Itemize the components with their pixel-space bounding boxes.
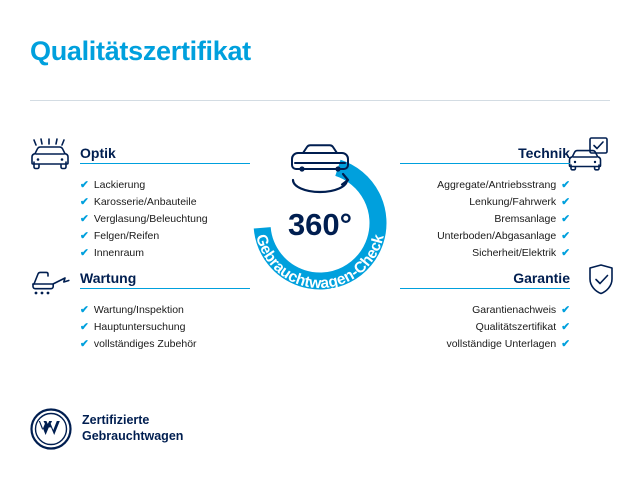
list-item-label: Karosserie/Anbauteile	[93, 196, 197, 208]
volkswagen-logo	[30, 408, 72, 450]
list-item-label: vollständige Unterlagen	[446, 338, 557, 350]
section-wartung	[80, 270, 250, 353]
footer-line-1: Zertifizierte	[82, 413, 150, 427]
check-icon: ✔	[80, 338, 89, 350]
check-icon: ✔	[80, 304, 89, 316]
list-item-label: Lenkung/Fahrwerk	[469, 196, 557, 208]
list-item	[80, 245, 250, 262]
list-item-label: Bremsanlage	[494, 213, 557, 225]
list-item	[400, 194, 570, 211]
list-item	[80, 319, 250, 336]
footer-line-2: Gebrauchtwagen	[82, 429, 184, 443]
list-item-label: Innenraum	[93, 247, 145, 259]
list-item	[80, 336, 250, 353]
check-icon: ✔	[80, 196, 89, 208]
footer-text	[82, 412, 183, 444]
list-item	[80, 302, 250, 319]
page-title: Qualitätszertifikat	[30, 36, 251, 66]
section-optik-divider	[80, 163, 250, 164]
list-item	[80, 177, 250, 194]
check-icon: ✔	[80, 179, 89, 191]
badge-center-text: 360°	[287, 207, 353, 242]
check-icon: ✔	[80, 321, 89, 333]
oil-can-icon	[28, 262, 72, 300]
section-garantie	[400, 270, 570, 353]
check-icon: ✔	[561, 304, 570, 316]
360-check-badge	[235, 125, 405, 315]
section-wartung-items	[80, 302, 250, 353]
list-item	[400, 302, 570, 319]
check-icon: ✔	[561, 247, 570, 259]
section-optik-items	[80, 177, 250, 262]
section-technik-title: Technik	[518, 145, 570, 161]
list-item	[400, 245, 570, 262]
section-wartung-title: Wartung	[80, 270, 137, 286]
list-item-label: vollständiges Zubehör	[93, 338, 197, 350]
list-item-label: Verglasung/Beleuchtung	[93, 213, 208, 225]
section-technik-items	[400, 177, 570, 262]
list-item-label: Aggregate/Antriebsstrang	[437, 179, 557, 191]
check-icon: ✔	[561, 213, 570, 225]
list-item	[400, 177, 570, 194]
list-item	[400, 319, 570, 336]
list-item-label: Hauptuntersuchung	[93, 321, 186, 333]
section-technik-divider	[400, 163, 570, 164]
list-item-label: Felgen/Reifen	[93, 230, 160, 242]
section-garantie-header	[400, 270, 570, 292]
list-item	[80, 194, 250, 211]
list-item-label: Garantienachweis	[472, 304, 557, 316]
check-icon: ✔	[80, 247, 89, 259]
list-item-label: Sicherheit/Elektrik	[472, 247, 557, 259]
section-optik-header	[80, 145, 250, 167]
list-item	[400, 228, 570, 245]
check-icon: ✔	[80, 213, 89, 225]
list-item	[80, 211, 250, 228]
section-optik	[80, 145, 250, 262]
section-optik-title: Optik	[80, 145, 116, 161]
list-item	[80, 228, 250, 245]
check-icon: ✔	[561, 196, 570, 208]
check-icon: ✔	[561, 321, 570, 333]
check-icon: ✔	[80, 230, 89, 242]
list-item-label: Qualitätszertifikat	[475, 321, 557, 333]
title-divider	[30, 100, 610, 101]
section-garantie-title: Garantie	[513, 270, 570, 286]
check-icon: ✔	[561, 230, 570, 242]
section-garantie-divider	[400, 288, 570, 289]
check-icon: ✔	[561, 338, 570, 350]
section-technik	[400, 145, 570, 262]
section-technik-header	[400, 145, 570, 167]
section-wartung-divider	[80, 288, 250, 289]
list-item-label: Wartung/Inspektion	[93, 304, 184, 316]
car-check-icon	[568, 136, 612, 174]
section-garantie-items	[400, 302, 570, 353]
list-item	[400, 211, 570, 228]
section-wartung-header	[80, 270, 250, 292]
car-wash-icon	[28, 136, 72, 174]
list-item-label: Unterboden/Abgasanlage	[437, 230, 557, 242]
list-item	[400, 336, 570, 353]
shield-check-icon	[574, 262, 618, 300]
badge-arc-text: Gebrauchtwagen-Check	[252, 232, 388, 293]
check-icon: ✔	[561, 179, 570, 191]
list-item-label: Lackierung	[93, 179, 146, 191]
